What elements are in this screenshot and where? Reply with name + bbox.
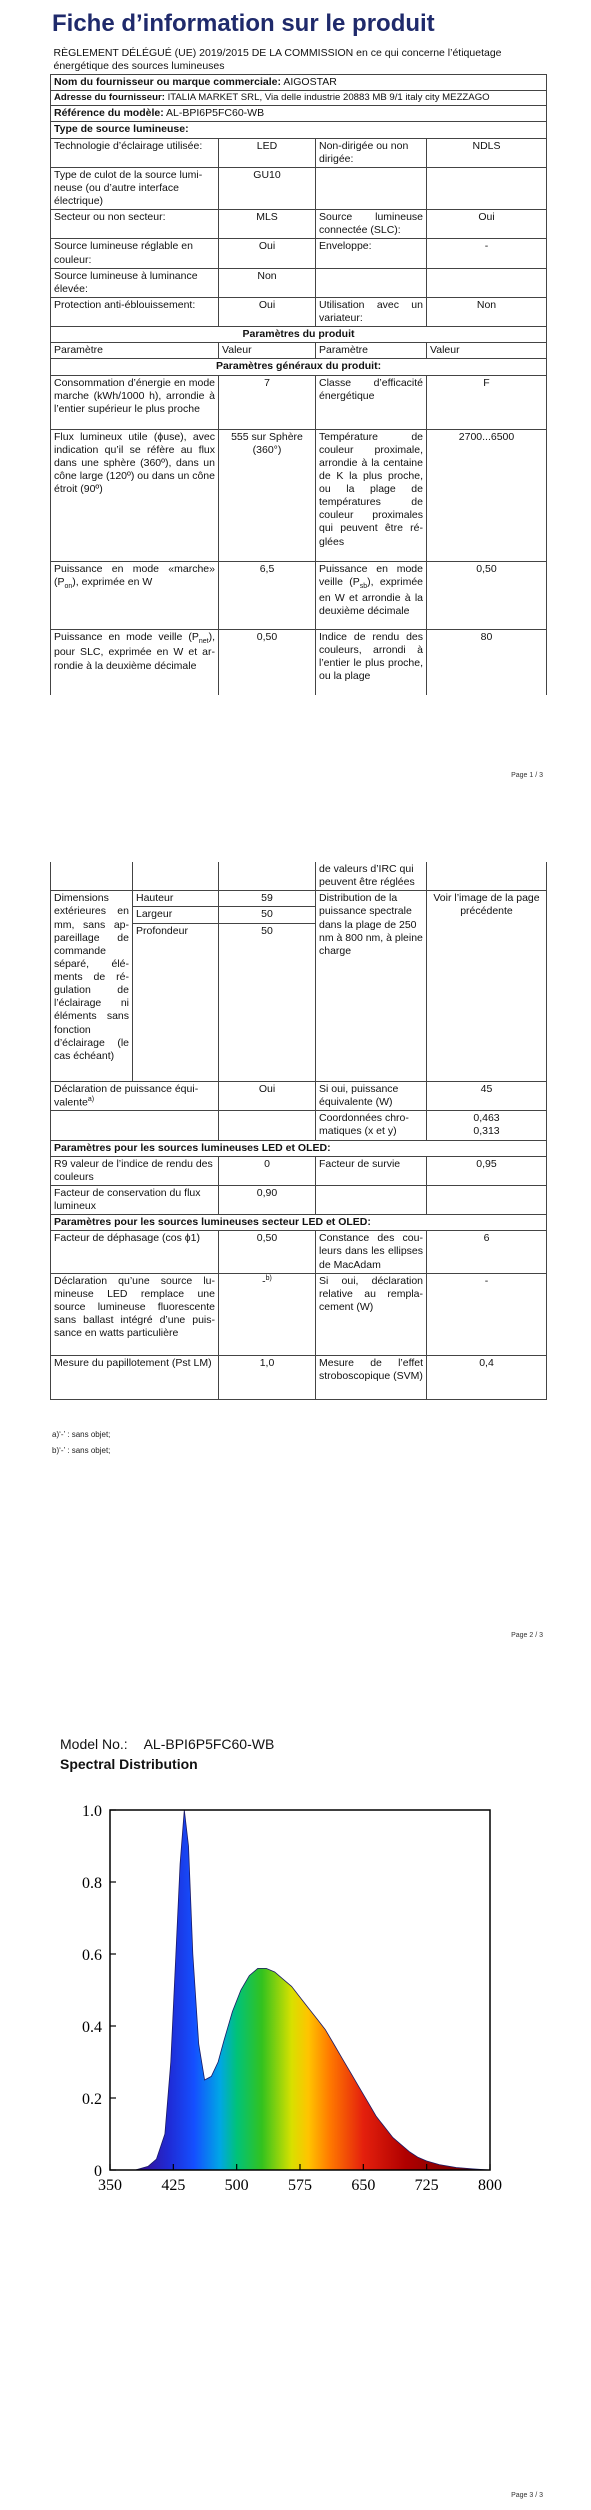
page-3 — [0, 1700, 591, 2510]
supplier-address-label: Adresse du fournisseur: — [54, 92, 165, 104]
led-params-heading: Paramètres pour les sources lumineuses LED et OLED: — [51, 1140, 547, 1156]
equivalent-power-value: 45 — [427, 1081, 547, 1111]
on-mode-power-label: Puissance en mode «marche» $(P_{on})$, exprimée en W — [51, 561, 219, 629]
height-label: Hauteur — [133, 891, 219, 907]
stroboscopic-label: Mesure de l’effet stroboscopique (SVM) — [316, 1355, 427, 1399]
chart-title: Spectral Distribution — [60, 1756, 198, 1772]
r9-value: 0 — [219, 1156, 316, 1185]
envelope-value: - — [427, 239, 547, 268]
supplier-address-row — [51, 91, 547, 106]
depth-label: Profondeur — [133, 923, 219, 1081]
page-2 — [0, 850, 591, 1650]
equivalent-power-declaration-label: Déclaration de puissance équivalente$^{a)}$ — [51, 1081, 219, 1111]
replacement-power-label: Si oui, déclaration relative au remplacement (W) — [316, 1273, 427, 1355]
efficiency-class-value: F — [427, 375, 547, 429]
fluorescent-replacement-value: -$^{b)}$ — [219, 1273, 316, 1355]
high-luminance-label: Source lumineuse à luminance élevée: — [51, 268, 219, 297]
page-number: Page 3 / 3 — [511, 2492, 543, 2499]
model-label: Référence du modèle: — [54, 107, 164, 120]
macadam-value: 6 — [427, 1231, 547, 1273]
document-title: Fiche d’information sur le produit — [52, 10, 435, 37]
page-number: Page 2 / 3 — [511, 1632, 543, 1639]
connected-value: Oui — [427, 210, 547, 239]
height-value: 59 — [219, 891, 316, 907]
non-directional-label: Non-dirigée ou non dirigée: — [316, 138, 427, 167]
regulation-text: RÈGLEMENT DÉLÉGUÉ (UE) 2019/2015 DE LA COMMISSION en ce qui concerne l’étiquetage énergétique des sources lumineuses — [51, 46, 547, 75]
technology-label: Technologie d’éclairage utilisée: — [51, 138, 219, 167]
technology-value: LED — [219, 138, 316, 167]
spectral-value: Voir l’image de la page précédente — [427, 891, 547, 1081]
supplier-name-label: Nom du fournisseur ou marque commerciale: — [54, 76, 281, 89]
cri-label: Indice de rendu des couleurs, arrondi à l’entier le plus proche, ou la plage — [316, 629, 427, 695]
replacement-power-value: - — [427, 1273, 547, 1355]
connected-label: Source lumineuse connectée (SLC): — [316, 210, 427, 239]
mains-value: MLS — [219, 210, 316, 239]
model-no-line — [60, 1736, 274, 1752]
x-tick-label: 650 — [351, 2177, 376, 2194]
color-tunable-value: Oui — [219, 239, 316, 268]
depth-value: 50 — [219, 923, 316, 1081]
general-params-heading: Paramètres généraux du produit: — [51, 359, 547, 375]
cri-value: 80 — [427, 629, 547, 695]
consumption-value: 7 — [219, 375, 316, 429]
y-tick-label: 0.6 — [82, 1947, 102, 1964]
x-tick-label: 575 — [288, 2177, 312, 2194]
col-header-value: Valeur — [219, 343, 316, 359]
model-reference: AL-BPI6P5FC60-WB — [166, 107, 265, 120]
model-row — [51, 106, 547, 122]
spectrum-area — [135, 1810, 490, 2170]
flicker-value: 1,0 — [219, 1355, 316, 1399]
r9-label: R9 valeur de l’indice de rendu des couleurs — [51, 1156, 219, 1185]
x-tick-label: 425 — [161, 2177, 186, 2194]
footnote-b: b)‘-’ : sans objet; — [52, 1446, 111, 1455]
product-info-table — [50, 46, 547, 695]
page-1 — [0, 0, 591, 790]
col-header-param-2: Paramètre — [316, 343, 427, 359]
col-header-value-2: Valeur — [427, 343, 547, 359]
y-tick-label: 0.4 — [82, 2019, 102, 2036]
product-params-heading: Paramètres du produit — [51, 327, 547, 343]
flicker-label: Mesure du papillotement (Pst LM) — [51, 1355, 219, 1399]
spectral-label: Distribution de la puissance spectrale dans la plage de 250 nm à 800 nm, à pleine charge — [316, 891, 427, 1081]
cap-type-label: Type de culot de la source lumineuse (ou d’autre interface électrique) — [51, 167, 219, 209]
width-label: Largeur — [133, 907, 219, 923]
y-tick-label: 1.0 — [82, 1803, 102, 1820]
efficiency-class-label: Classe d’efficacité énergétique — [316, 375, 427, 429]
equivalent-power-label: Si oui, puissance équivalente (W) — [316, 1081, 427, 1111]
spectral-distribution-chart — [60, 1770, 560, 2210]
survival-factor-label: Facteur de survie — [316, 1156, 427, 1185]
survival-factor-value: 0,95 — [427, 1156, 547, 1185]
displacement-factor-label: Facteur de déphasage (cos ϕ1) — [51, 1231, 219, 1273]
flux-maintenance-label: Facteur de conservation du flux lumineux — [51, 1185, 219, 1214]
x-tick-label: 350 — [98, 2177, 122, 2194]
non-directional-value: NDLS — [427, 138, 547, 167]
dimmable-value: Non — [427, 297, 547, 326]
model-no-value: AL-BPI6P5FC60-WB — [143, 1736, 275, 1752]
displacement-factor-value: 0,50 — [219, 1231, 316, 1273]
y-tick-label: 0.2 — [82, 2091, 102, 2108]
envelope-label: Enveloppe: — [316, 239, 427, 268]
dimmable-label: Utilisation avec un variateur: — [316, 297, 427, 326]
fluorescent-replacement-label: Déclaration qu’une source lumineuse LED remplace une source lumineuse fluorescente sans ballast intégré d’une puissance en watts particulière — [51, 1273, 219, 1355]
chromaticity-label: Coordonnées chromatiques (x et y) — [316, 1111, 427, 1140]
model-no-label: Model No.: — [60, 1736, 128, 1752]
stroboscopic-value: 0,4 — [427, 1355, 547, 1399]
cap-type-value: GU10 — [219, 167, 316, 209]
standby-power-label: Puissance en mode veille $(P_{sb})$, exprimée en W et arrondie à la deuxième décimale — [316, 561, 427, 629]
y-tick-label: 0 — [94, 2163, 102, 2180]
chromaticity-value: 0,463 0,313 — [427, 1111, 547, 1140]
anti-glare-value: Oui — [219, 297, 316, 326]
y-tick-label: 0.8 — [82, 1875, 102, 1892]
supplier-address: ITALIA MARKET SRL, Via delle industrie 20883 MB 9/1 italy city MEZZAGO — [167, 92, 490, 104]
mains-label: Secteur ou non secteur: — [51, 210, 219, 239]
standby-power-value: 0,50 — [427, 561, 547, 629]
x-tick-label: 725 — [414, 2177, 439, 2194]
on-mode-power-value: 6,5 — [219, 561, 316, 629]
supplier-name-row — [51, 75, 547, 91]
page-number: Page 1 / 3 — [511, 772, 543, 779]
equivalent-power-declaration-value: Oui — [219, 1081, 316, 1111]
mains-led-params-heading: Paramètres pour les sources lumineuses secteur LED et OLED: — [51, 1215, 547, 1231]
source-type-heading: Type de source lumineuse: — [51, 122, 547, 138]
width-value: 50 — [219, 907, 316, 923]
net-standby-power-value: 0,50 — [219, 629, 316, 695]
dimensions-label: Dimensions extérieures en mm, sans appareillage de commande séparé, éléments de régulation de l’éclairage ni éléments sans fonction d’éclairage (le cas échéant) — [51, 891, 133, 1081]
col-header-param: Paramètre — [51, 343, 219, 359]
x-tick-label: 500 — [224, 2177, 249, 2194]
macadam-label: Constance des couleurs dans les ellipses de MacAdam — [316, 1231, 427, 1273]
consumption-label: Consommation d’énergie en mode marche (kWh/1000 h), arrondie à l’entier supérieur le plus proche — [51, 375, 219, 429]
product-info-table-continued — [50, 862, 547, 1400]
flux-maintenance-value: 0,90 — [219, 1185, 316, 1214]
supplier-name: AIGOSTAR — [283, 76, 337, 89]
useful-flux-value: 555 sur Sphère (360°) — [219, 429, 316, 561]
cri-continued: de valeurs d’IRC qui peuvent être réglées — [316, 862, 427, 891]
x-tick-label: 800 — [478, 2177, 502, 2194]
color-tunable-label: Source lumineuse réglable en couleur: — [51, 239, 219, 268]
cct-value: 2700...6500 — [427, 429, 547, 561]
high-luminance-value: Non — [219, 268, 316, 297]
cct-label: Température de couleur proximale, arrondie à la centaine de K la plus proche, ou la plage de températures de couleur proximales qui peuvent être réglées — [316, 429, 427, 561]
footnote-a: a)‘-’ : sans objet; — [52, 1430, 111, 1439]
net-standby-power-label: Puissance en mode veille $(P_{net})$, pour SLC, exprimée en W et arrondie à la deuxième décimale — [51, 629, 219, 695]
useful-flux-label: Flux lumineux utile (ϕuse), avec indication qu’il se réfère au flux dans une sphère (360º), dans un cône large (120º) ou dans un cône étroit (90º) — [51, 429, 219, 561]
anti-glare-label: Protection anti-éblouissement: — [51, 297, 219, 326]
